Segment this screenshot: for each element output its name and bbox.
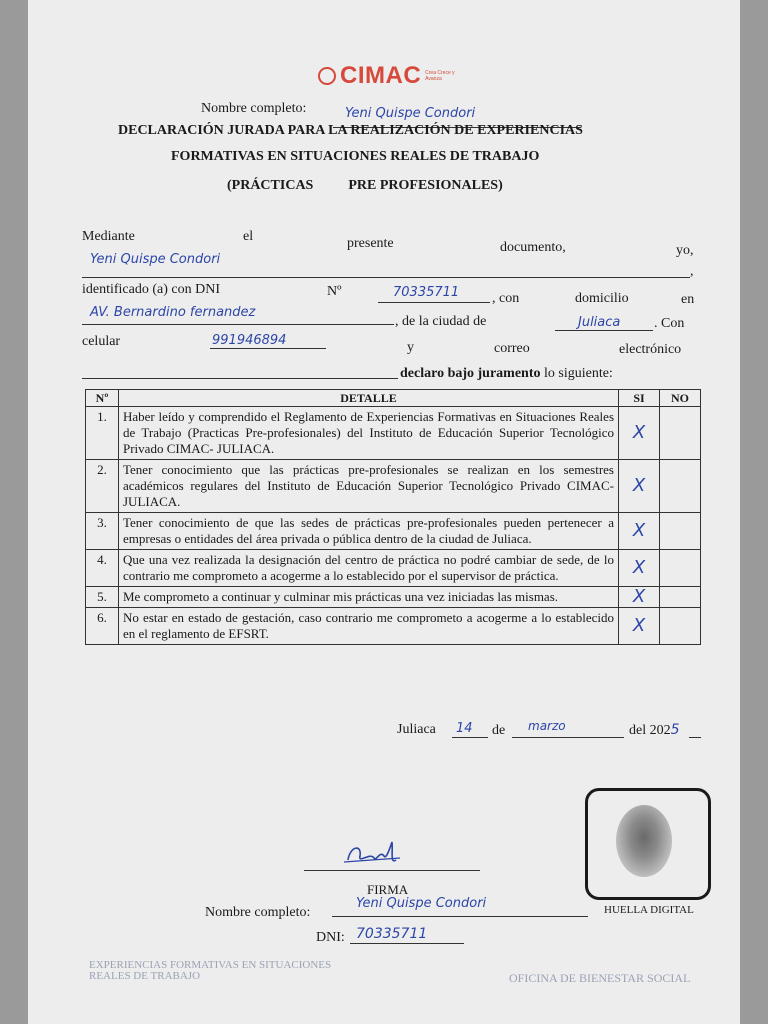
date-day: 14 (456, 721, 473, 736)
fingerprint-box (585, 788, 711, 900)
row-no-mark (660, 550, 701, 587)
cimac-logo (318, 62, 455, 90)
row-text: Tener conocimiento de que las sedes de prácticas pre-profesionales pueden pertenecer a empresas o entidades del área privada o pública dentro de la ciudad de Juliaca. (119, 513, 619, 550)
row-si-mark: X (619, 550, 660, 587)
row-no-mark (660, 587, 701, 608)
fingerprint-image (616, 805, 672, 877)
signature-dni-label: DNI: (316, 930, 345, 945)
row-no-mark (660, 513, 701, 550)
date-month-underline (512, 737, 624, 738)
celular-value: 991946894 (212, 333, 287, 348)
title-line-1: DECLARACIÓN JURADA PARA LA REALIZACIÓN DE EXPERIENCIAS (118, 123, 583, 138)
table-row (86, 407, 701, 460)
row-no-mark (660, 407, 701, 460)
row-si-mark: X (619, 460, 660, 513)
logo-tagline: Crea Crece y Avanza (425, 70, 455, 82)
declaro-statement (400, 366, 613, 382)
address-underline (82, 324, 394, 325)
row-si-mark: X (619, 407, 660, 460)
row-no-mark (660, 608, 701, 645)
row-no-mark (660, 460, 701, 513)
footer-right: OFICINA DE BIENESTAR SOCIAL (509, 971, 691, 985)
row-num: 6. (86, 608, 119, 645)
table-row (86, 513, 701, 550)
declaration-table (85, 389, 701, 645)
celular-underline (210, 348, 326, 349)
row-num: 3. (86, 513, 119, 550)
declaro-rest: lo siguiente: (540, 366, 613, 381)
header-name-label: Nombre completo: (201, 101, 307, 116)
table-row (86, 587, 701, 608)
ciudad-underline (555, 330, 653, 331)
date-year-digit: 5 (670, 722, 680, 738)
word-y: y (407, 340, 414, 355)
ciudad-label: , de la ciudad de (395, 314, 487, 329)
date-month: marzo (528, 719, 566, 733)
table-row (86, 550, 701, 587)
title-line-2: FORMATIVAS EN SITUACIONES REALES DE TRABAJO (171, 149, 540, 164)
signature-name-label: Nombre completo: (205, 905, 311, 920)
date-day-underline (452, 737, 488, 738)
word-el: el (243, 229, 254, 244)
col-detalle-header: DETALLE (119, 390, 619, 407)
celular-label: celular (82, 334, 121, 349)
word-electronico: electrónico (619, 342, 682, 357)
address-value: AV. Bernardino fernandez (90, 305, 256, 320)
footer-left-line-1: EXPERIENCIAS FORMATIVAS EN SITUACIONES (89, 959, 332, 971)
declarant-name-value: Yeni Quispe Condori (90, 252, 221, 267)
dni-underline (378, 302, 490, 303)
row-text: No estar en estado de gestación, caso contrario me comprometo a acogerme a lo establecido en el reglamento de EFSRT. (119, 608, 619, 645)
row-si-mark: X (619, 513, 660, 550)
word-mediante: Mediante (82, 229, 135, 244)
table-row (86, 460, 701, 513)
date-del-label: del 202 (629, 723, 671, 738)
date-del (629, 722, 680, 739)
identificado-label: identificado (a) con DNI (82, 282, 220, 297)
word-con: , con (492, 291, 520, 306)
dni-value: 70335711 (393, 285, 460, 300)
signature-name-value: Yeni Quispe Condori (356, 896, 487, 911)
date-city: Juliaca (397, 722, 436, 737)
col-no-header: NO (660, 390, 701, 407)
word-domicilio: domicilio (575, 291, 629, 306)
logo-mark-icon (318, 67, 336, 85)
word-con-2: . Con (654, 316, 685, 331)
row-text: Que una vez realizada la designación del centro de práctica no podré cambiar de sede, de lo contrario me comprometo a acogerme a lo establecido por el supervisor de práctica. (119, 550, 619, 587)
col-num-header: Nº (86, 390, 119, 407)
date-year-underline (689, 737, 701, 738)
signature-line (304, 870, 480, 871)
date-de: de (492, 723, 506, 738)
row-num: 1. (86, 407, 119, 460)
col-si-header: SI (619, 390, 660, 407)
word-correo: correo (494, 341, 530, 356)
header-name-value: Yeni Quispe Condori (345, 106, 476, 121)
row-num: 5. (86, 587, 119, 608)
row-si-mark: X (619, 608, 660, 645)
word-yo: yo, (676, 243, 694, 258)
footer-left-line-2: REALES DE TRABAJO (89, 970, 201, 982)
row-text: Tener conocimiento que las prácticas pre-profesionales se realizan en los semestres académicos regulares del Instituto de Educación Superior Tecnológico Privado CIMAC- JULIACA. (119, 460, 619, 513)
declaro-bold: declaro bajo juramento (400, 366, 541, 381)
correo-underline (82, 378, 398, 379)
signature-dni-underline (350, 943, 464, 944)
row-text: Me comprometo a continuar y culminar mis prácticas una vez iniciadas las mismas. (119, 587, 619, 608)
title-line-3: (PRÁCTICAS PRE PROFESIONALES) (227, 178, 503, 193)
signature-scribble (340, 838, 410, 872)
dni-no-label: Nº (327, 284, 342, 299)
ciudad-value: Juliaca (578, 315, 621, 330)
firma-label: FIRMA (367, 882, 409, 897)
word-en: en (681, 292, 695, 307)
footer-left (89, 960, 331, 982)
huella-label: HUELLA DIGITAL (604, 904, 694, 916)
signature-name-underline (332, 916, 588, 917)
declarant-name-underline (82, 277, 690, 278)
row-si-mark: X (619, 587, 660, 608)
logo-brand: CIMAC (340, 62, 422, 89)
word-presente: presente (347, 236, 394, 251)
table-header-row (86, 390, 701, 407)
signature-dni-value: 70335711 (356, 926, 428, 942)
word-documento: documento, (500, 240, 566, 255)
table-row (86, 608, 701, 645)
row-num: 2. (86, 460, 119, 513)
row-text: Haber leído y comprendido el Reglamento de Experiencias Formativas en Situaciones Reales de Trabajo (Practicas Pre-profesionales) del Instituto de Educación Superior Tecnológico Privado CIMAC- JULIACA. (119, 407, 619, 460)
row-num: 4. (86, 550, 119, 587)
name-comma: , (690, 264, 694, 279)
